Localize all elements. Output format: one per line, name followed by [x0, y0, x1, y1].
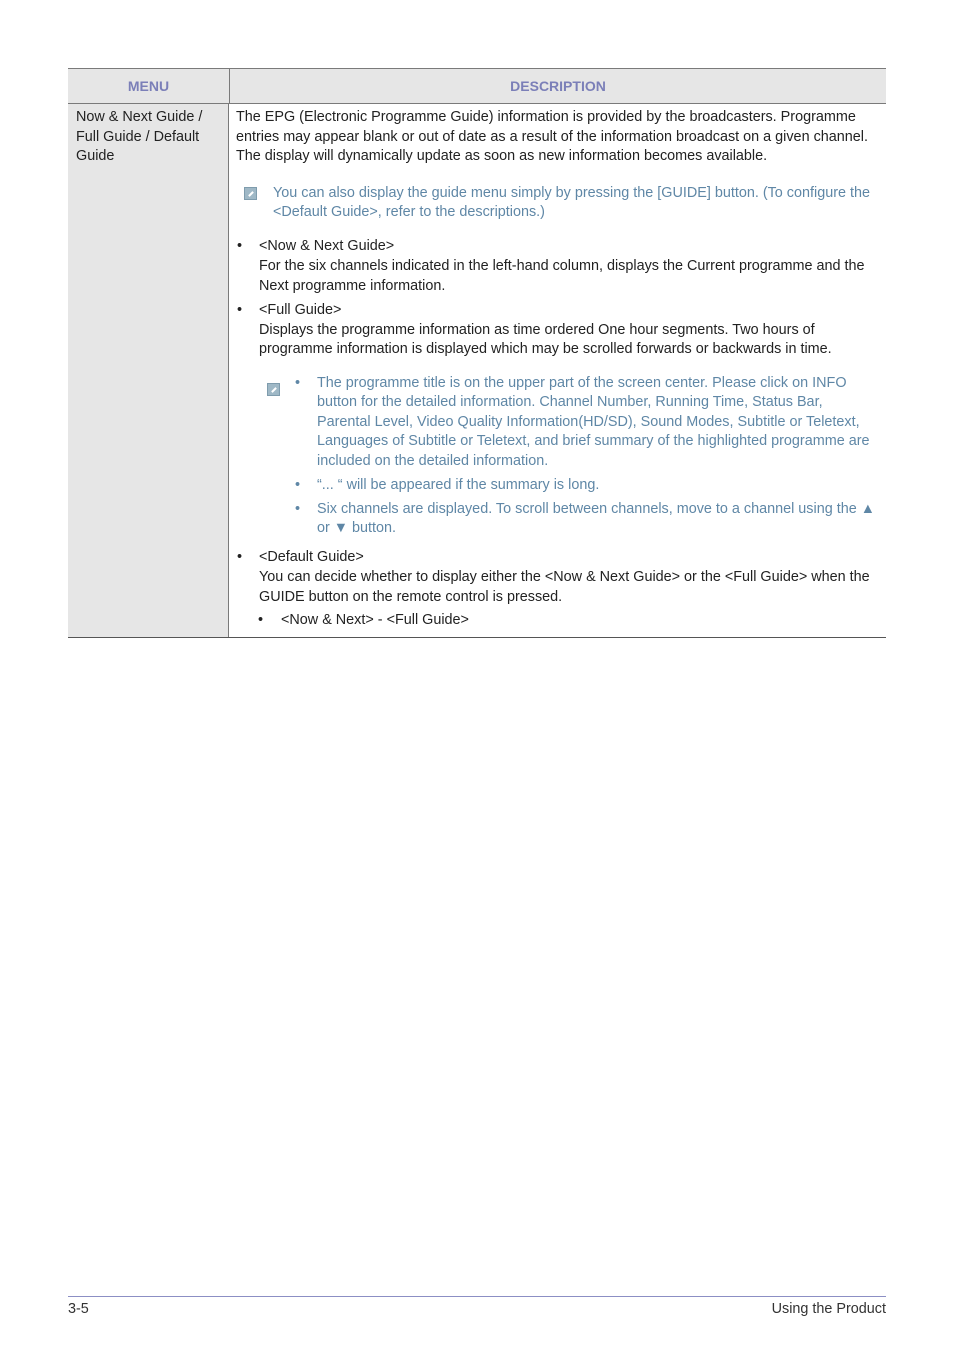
menu-description-table — [68, 68, 886, 638]
bullet-icon: • — [237, 237, 243, 254]
table-header — [68, 69, 886, 104]
option-text: <Now & Next> - <Full Guide> — [281, 612, 469, 628]
note-list-item — [295, 476, 878, 496]
item-title: <Default Guide> — [259, 548, 364, 565]
bullet-icon: • — [237, 548, 243, 565]
note-text: Six channels are displayed. To scroll between channels, move to a channel using the ▲ or ▼ button. — [317, 500, 875, 536]
menu-cell: Now & Next Guide / Full Guide / Default Guide — [68, 104, 229, 637]
note-text: The programme title is on the upper part of the screen center. Please click on INFO button for the detailed information. Channel Number, Running Time, Status Bar, Parental Level, Video Quality Information(HD/SD), Sound Modes, Subtitle or Teletext, Languages of Subtitle or Teletext, and brief summary of the highlighted programme are included on the detailed information. — [317, 374, 870, 469]
bullet-icon: • — [237, 302, 243, 318]
full-guide-notes — [267, 374, 878, 539]
bullet-icon: • — [258, 612, 264, 628]
bullet-icon: • — [295, 374, 301, 391]
note-list-item — [295, 374, 878, 472]
page-footer — [68, 1296, 886, 1317]
item-text: You can decide whether to display either the <Now & Next Guide> or the <Full Guide> when the GUIDE button on the remote control is pressed. — [259, 569, 870, 605]
option-item — [258, 611, 878, 631]
note-list-item — [295, 500, 878, 539]
page-number: 3-5 — [68, 1301, 89, 1317]
description-cell — [229, 104, 886, 637]
guide-note-text: You can also display the guide menu simply by pressing the [GUIDE] button. (To configure the <Default Guide>, refer to the descriptions.) — [273, 184, 871, 220]
bullet-icon: • — [295, 476, 301, 493]
item-title: <Full Guide> — [259, 302, 342, 318]
guide-note — [236, 184, 878, 223]
bullet-icon: • — [295, 500, 301, 517]
note-icon — [267, 383, 280, 396]
header-description: DESCRIPTION — [510, 78, 606, 94]
list-item — [236, 237, 878, 297]
table-row — [68, 104, 886, 637]
item-text: Displays the programme information as time ordered One hour segments. Two hours of programme information is displayed which may be scrolled forwards or backwards in time. — [259, 321, 832, 357]
item-title: <Now & Next Guide> — [259, 237, 395, 254]
list-item — [236, 548, 878, 608]
header-menu: MENU — [68, 69, 230, 103]
section-title: Using the Product — [771, 1301, 886, 1317]
note-text: “... “ will be appeared if the summary is long. — [317, 476, 600, 493]
note-icon — [244, 187, 257, 200]
list-item — [236, 301, 878, 360]
item-text: For the six channels indicated in the left-hand column, displays the Current programme and the Next programme information. — [259, 258, 865, 294]
intro-text: The EPG (Electronic Programme Guide) information is provided by the broadcasters. Programme entries may appear blank or out of date as a result of the information broadcast on a given channel. The display will dynamically update as soon as new information becomes available. — [236, 109, 868, 164]
